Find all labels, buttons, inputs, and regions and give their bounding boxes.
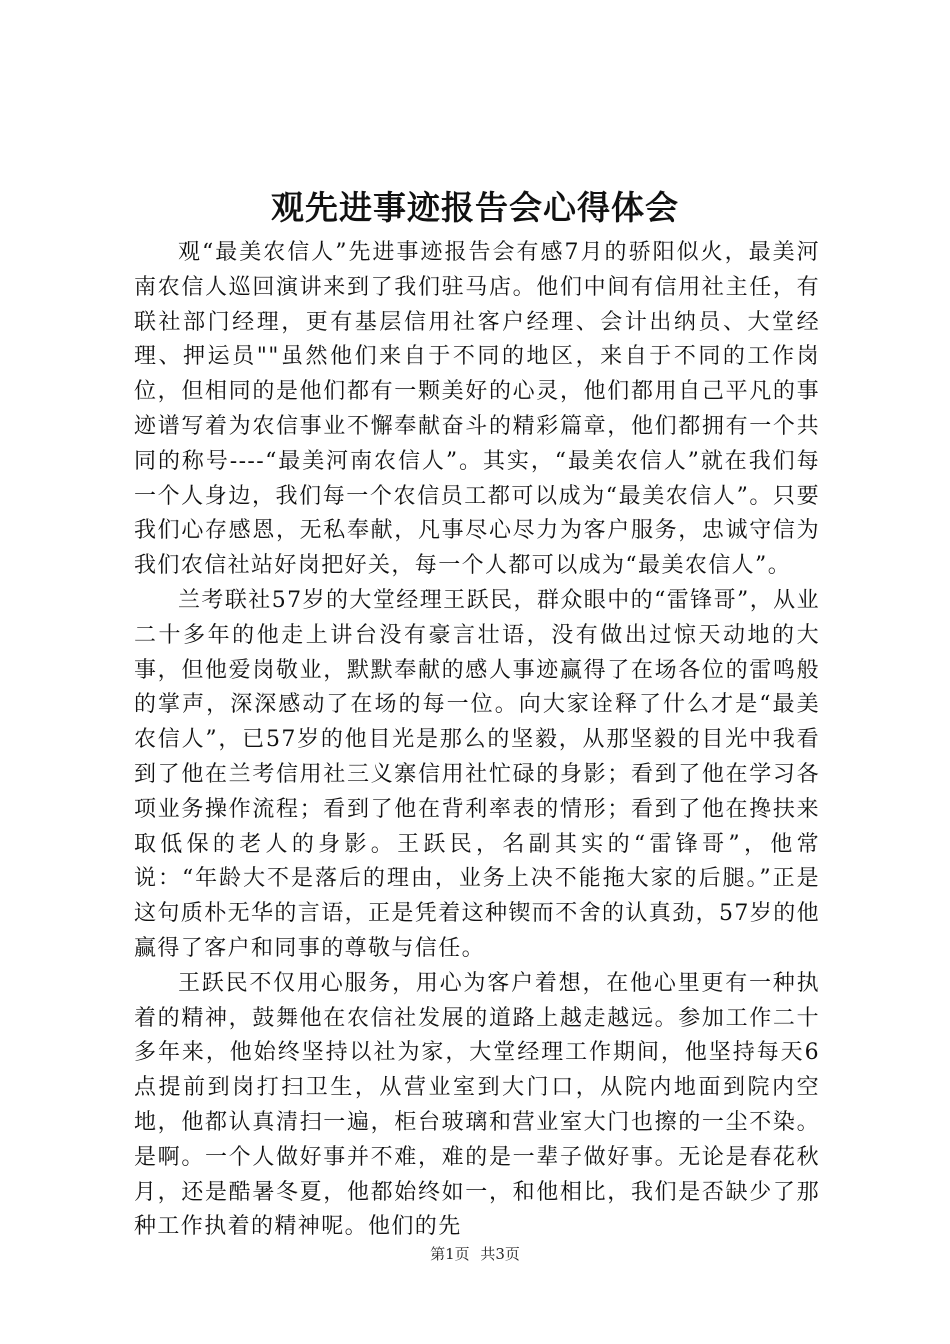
document-body bbox=[134, 236, 820, 1245]
page-number: 第1页 bbox=[430, 1245, 470, 1263]
paragraph-1: 观“最美农信人”先进事迹报告会有感7月的骄阳似火，最美河南农信人巡回演讲来到了我们驻马店。他们中间有信用社主任，有联社部门经理，更有基层信用社客户经理、会计出纳员、大堂经理、押运员""虽然他们来自于不同的地区，来自于不同的工作岗位，但相同的是他们都有一颗美好的心灵，他们都用自己平凡的事迹谱写着为农信事业不懈奉献奋斗的精彩篇章，他们都拥有一个共同的称号----“最美河南农信人”。其实，“最美农信人”就在我们每一个人身边，我们每一个农信员工都可以成为“最美农信人”。只要我们心存感恩，无私奉献，凡事尽心尽力为客户服务，忠诚守信为我们农信社站好岗把好关，每一个人都可以成为“最美农信人”。 bbox=[134, 240, 820, 579]
page-total: 共3页 bbox=[480, 1245, 520, 1263]
paragraph-3: 王跃民不仅用心服务，用心为客户着想，在他心里更有一种执着的精神，鼓舞他在农信社发展的道路上越走越远。参加工作二十多年来，他始终坚持以社为家，大堂经理工作期间，他坚持每天6点提前到岗打扫卫生，从营业室到大门口，从院内地面到院内空地，他都认真清扫一遍，柜台玻璃和营业室大门也擦的一尘不染。是啊。一个人做好事并不难，难的是一辈子做好事。无论是春花秋月，还是酷暑冬夏，他都始终如一，和他相比，我们是否缺少了那种工作执着的精神呢。他们的先 bbox=[134, 970, 820, 1240]
document-title: 观先进事迹报告会心得体会 bbox=[271, 188, 679, 227]
paragraph-2: 兰考联社57岁的大堂经理王跃民，群众眼中的“雷锋哥”，从业二十多年的他走上讲台没有豪言壮语，没有做出过惊天动地的大事，但他爱岗敬业，默默奉献的感人事迹赢得了在场各位的雷鸣般的掌声，深深感动了在场的每一位。向大家诠释了什么才是“最美农信人”，已57岁的他目光是那么的坚毅，从那坚毅的目光中我看到了他在兰考信用社三义寨信用社忙碌的身影；看到了他在学习各项业务操作流程；看到了他在背利率表的情形；看到了他在搀扶来取低保的老人的身影。王跃民，名副其实的“雷锋哥”，他常说：“年龄大不是落后的理由，业务上决不能拖大家的后腿。”正是这句质朴无华的言语，正是凭着这种锲而不舍的认真劲，57岁的他赢得了客户和同事的尊敬与信任。 bbox=[134, 587, 820, 961]
page-footer bbox=[0, 1244, 950, 1264]
